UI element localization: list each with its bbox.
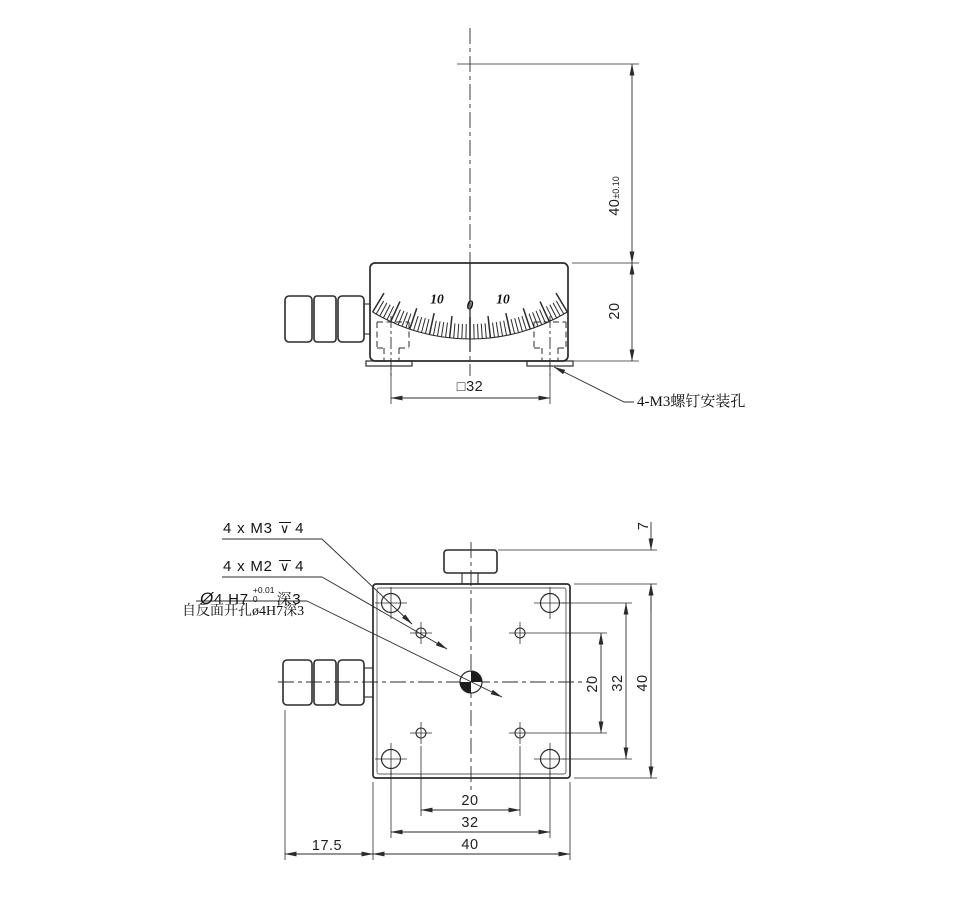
scale-label-right: 10 [496, 291, 510, 307]
dim-m2-horizontal-20: 20 [461, 792, 479, 809]
dim-m3-vertical-32: 32 [609, 674, 626, 692]
top-knob [444, 550, 497, 584]
front-mounting-leader [554, 367, 634, 402]
depth-icon: ∨ [279, 521, 291, 536]
dim-plate-horizontal-40: 40 [461, 836, 479, 853]
front-view [285, 28, 639, 404]
callout-center-hole: Ø4 H7 +0.01 0 深3 [200, 585, 302, 608]
dim-body-height-20: 20 [606, 302, 623, 320]
dim-40-tolerance: ±0.10 [610, 176, 621, 199]
dim-knob-offset-7: 7 [635, 521, 652, 531]
dim-m3-horizontal-32: 32 [461, 814, 479, 831]
callout-m2: 4 x M2 ∨ 4 [223, 558, 305, 575]
dim-plate-vertical-40: 40 [634, 674, 651, 692]
diameter-icon: Ø [200, 588, 215, 608]
dim-height-40: 40±0.10 [606, 176, 623, 216]
tolerance-stack: +0.01 0 [252, 585, 275, 604]
scale-label-zero: 0 [466, 297, 474, 313]
depth-icon: ∨ [279, 559, 291, 574]
callout-back-hole: 自反面开孔ø4H7深3 [182, 604, 305, 619]
front-dimensions [391, 64, 639, 404]
front-adjustment-knob [285, 296, 370, 342]
scale-label-left: 10 [430, 291, 444, 307]
dim-hole-spacing-32: □32 [456, 378, 484, 395]
mounting-holes-callout: 4-M3螺钉安装孔 [637, 394, 746, 410]
dim-m2-vertical-20: 20 [584, 675, 601, 693]
callout-m3: 4 x M3 ∨ 4 [223, 520, 305, 537]
dim-knob-length-17-5: 17.5 [311, 837, 343, 854]
side-knob [283, 660, 373, 705]
